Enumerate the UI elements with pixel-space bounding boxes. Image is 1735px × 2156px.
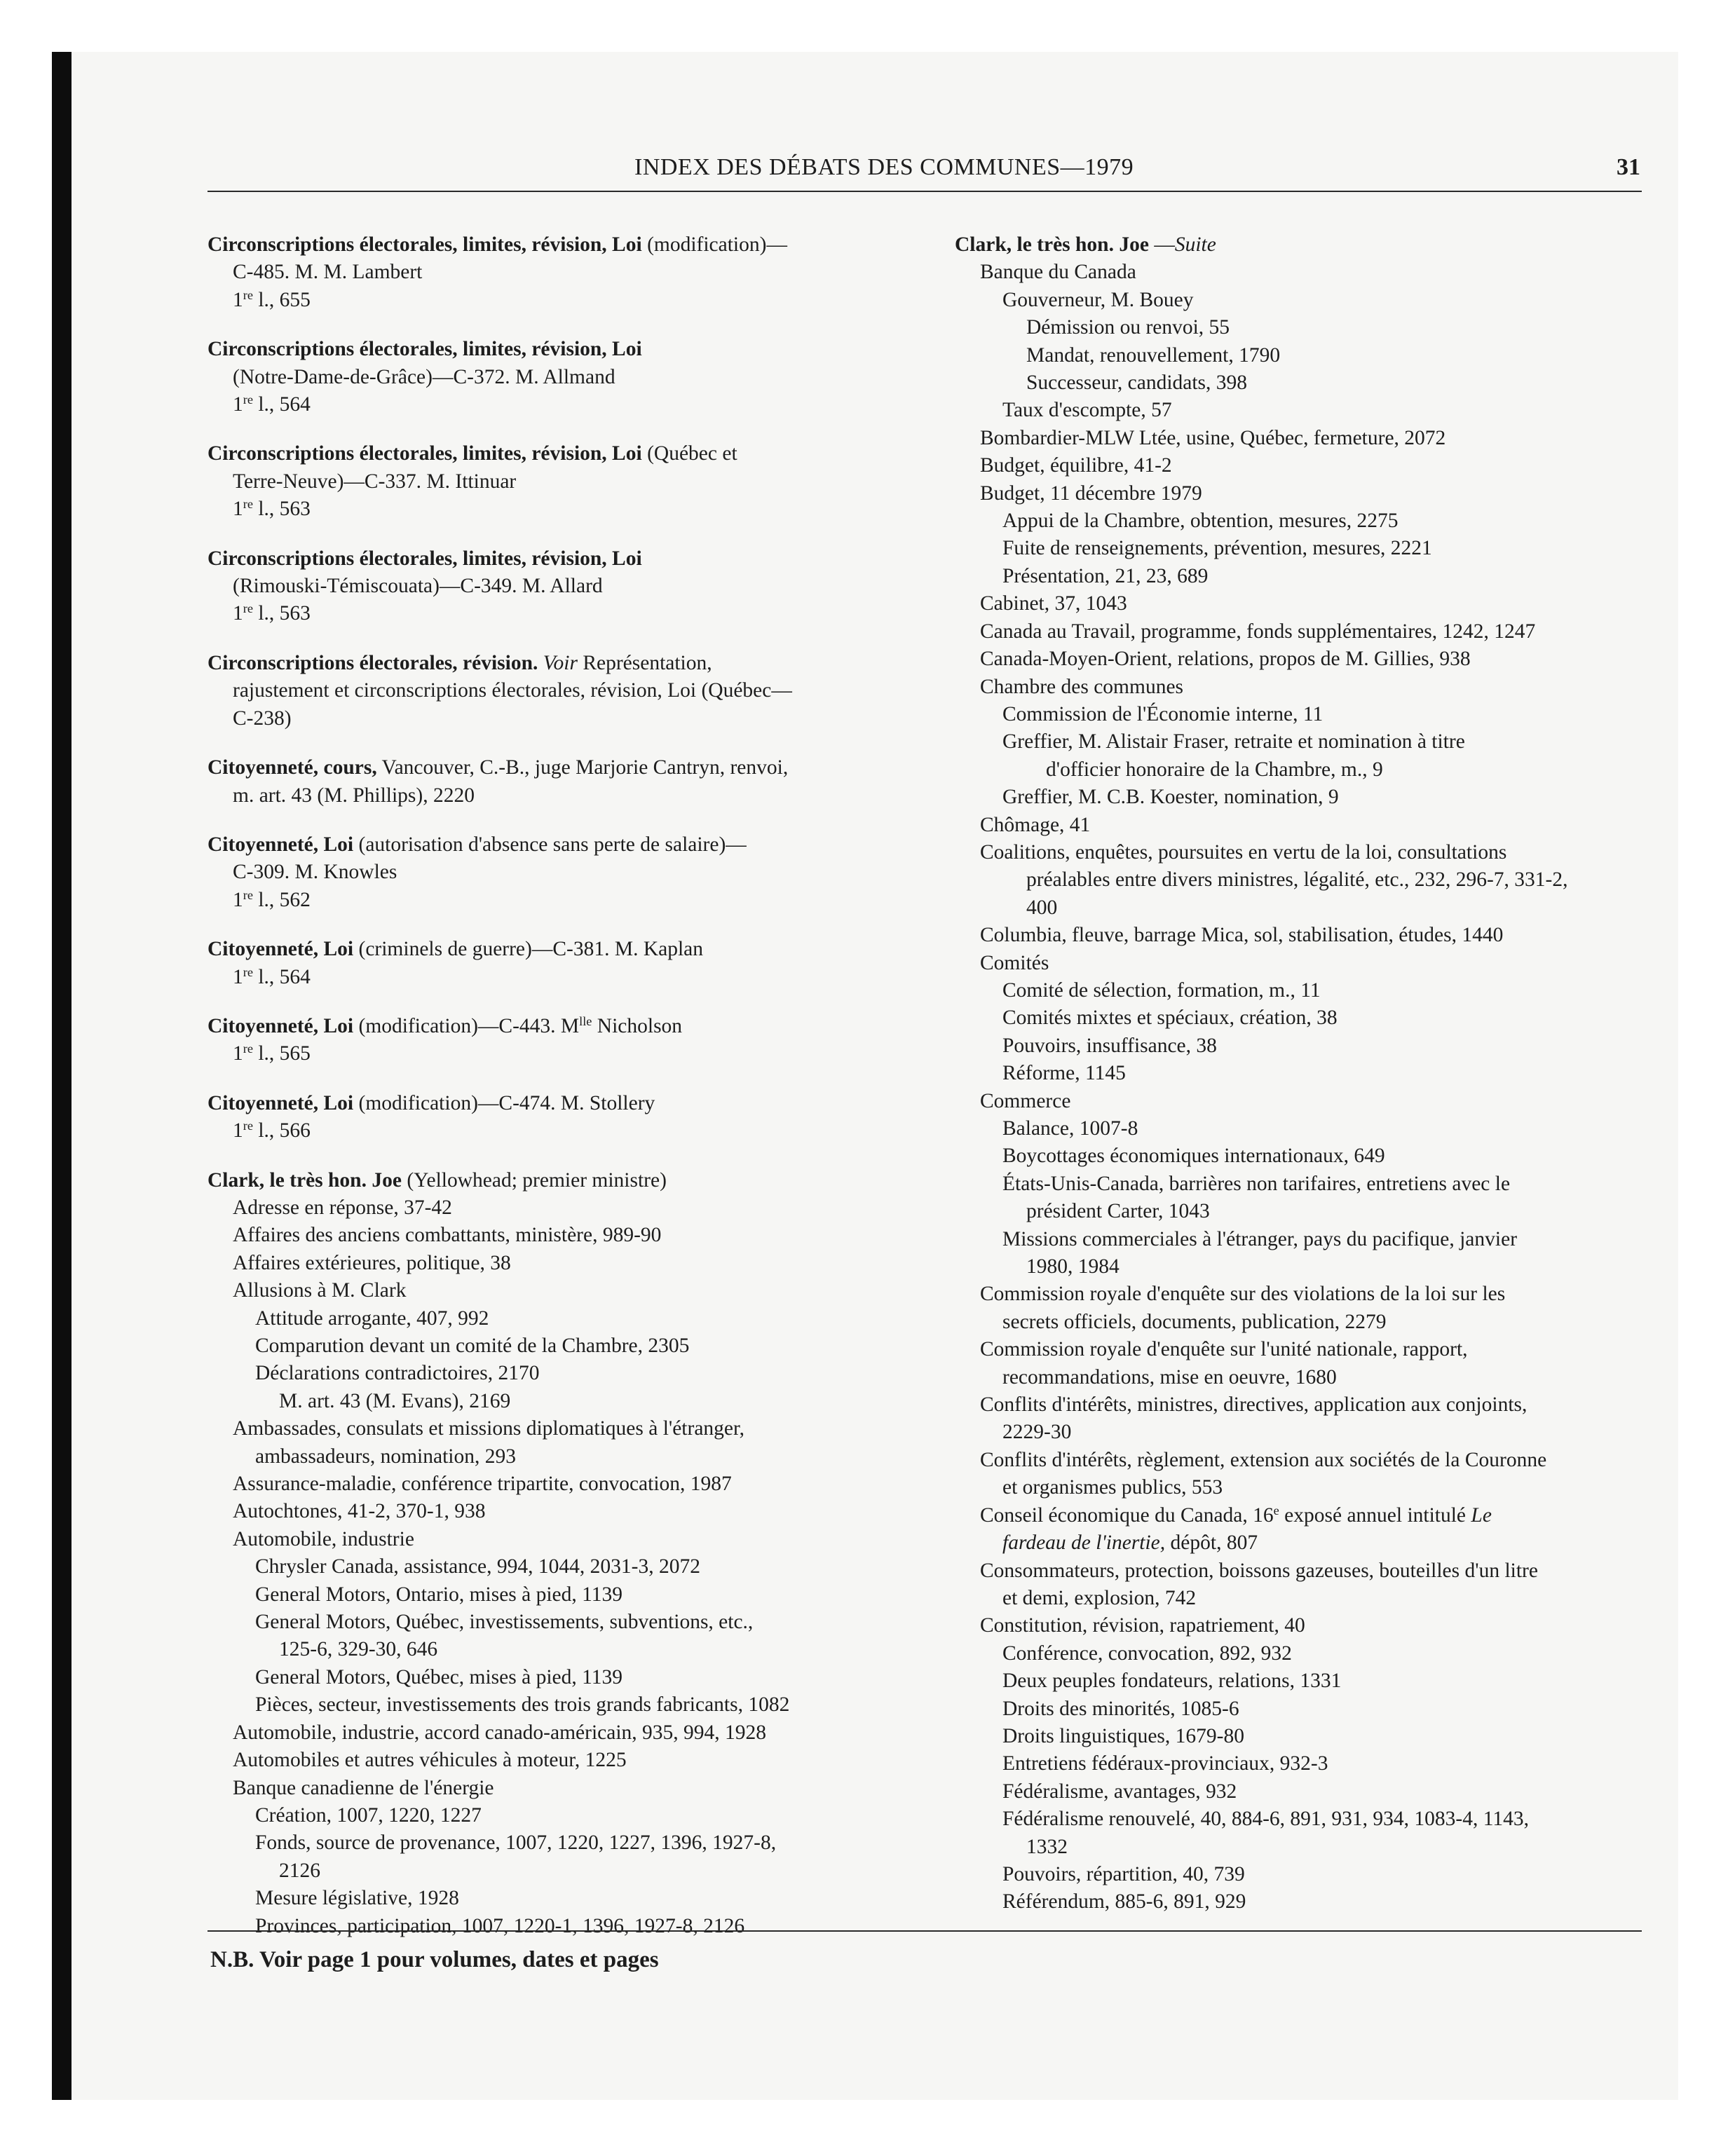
subentry: Cabinet, 37, 1043 xyxy=(980,592,1127,615)
subentry: Commerce xyxy=(980,1089,1071,1112)
subentry: Entretiens fédéraux-provinciaux, 932-3 xyxy=(1002,1752,1328,1775)
subentry: Automobiles et autres véhicules à moteur, 1225 xyxy=(233,1749,627,1772)
subentry: 1332 xyxy=(1026,1835,1068,1858)
subentry: et organismes publics, 553 xyxy=(1002,1476,1223,1499)
subentry: Pouvoirs, répartition, 40, 739 xyxy=(1002,1862,1245,1885)
subentry: M. art. 43 (M. Evans), 2169 xyxy=(279,1389,511,1412)
index-entry: Citoyenneté, cours, Vancouver, C.-B., juge Marjorie Cantryn, renvoi, xyxy=(207,756,789,779)
index-entry: Citoyenneté, Loi (modification)—C-443. $M^{lle}$ Nicholson xyxy=(207,1014,683,1037)
index-entry: Citoyenneté, Loi (criminels de guerre)—C-381. M. Kaplan xyxy=(207,938,704,961)
subentry: secrets officiels, documents, publication, 2279 xyxy=(1002,1310,1387,1333)
subentry: Conflits d'intérêts, règlement, extension aux sociétés de la Couronne xyxy=(980,1448,1547,1471)
subentry: Comités xyxy=(980,951,1049,974)
subentry: Automobile, industrie, accord canado-américain, 935, 994, 1928 xyxy=(233,1721,767,1744)
subentry: Attitude arrogante, 407, 992 xyxy=(255,1306,489,1330)
continued-heading: Clark, le très hon. Joe —Suite xyxy=(955,233,1216,256)
subentry: Chrysler Canada, assistance, 994, 1044, 2031-3, 2072 xyxy=(255,1555,700,1578)
subentry: Appui de la Chambre, obtention, mesures, 2275 xyxy=(1002,510,1399,533)
subentry: Consommateurs, protection, boissons gazeuses, bouteilles d'un litre xyxy=(980,1559,1538,1582)
subentry: Fonds, source de provenance, 1007, 1220, 1227, 1396, 1927-8, xyxy=(255,1831,777,1855)
subentry: Pouvoirs, insuffisance, 38 xyxy=(1002,1034,1217,1057)
subentry: Pièces, secteur, investissements des trois grands fabricants, 1082 xyxy=(255,1693,790,1717)
subentry: Affaires extérieures, politique, 38 xyxy=(233,1251,511,1274)
subentry: Commission de l'Économie interne, 11 xyxy=(1002,702,1324,725)
subentry: Columbia, fleuve, barrage Mica, sol, stabilisation, études, 1440 xyxy=(980,924,1504,947)
index-entry: Circonscriptions électorales, limites, révision, Loi (modification)— C-485. M. M. Lambert 1re l., 655 xyxy=(207,233,787,311)
subentry: Conseil économique du Canada, 16e exposé annuel intitulé Le xyxy=(980,1503,1492,1527)
index-column-right xyxy=(955,231,1645,1916)
binding-edge xyxy=(52,52,72,2100)
subentry: Affaires des anciens combattants, ministère, 989-90 xyxy=(233,1224,662,1247)
subentry: Droits des minorités, 1085-6 xyxy=(1002,1697,1239,1720)
subentry: 2229-30 xyxy=(1002,1421,1072,1444)
index-entry: Circonscriptions électorales, révision. Voir Représentation, xyxy=(207,651,712,674)
index-entry: Circonscriptions électorales, limites, révision, Loi (Québec et xyxy=(207,442,737,465)
subentry: 400 xyxy=(1026,896,1058,919)
subentry: Comités mixtes et spéciaux, création, 38 xyxy=(1002,1007,1338,1030)
subentry: Droits linguistiques, 1679-80 xyxy=(1002,1724,1244,1747)
page-number: 31 xyxy=(1617,154,1640,180)
subentry: Missions commerciales à l'étranger, pays du pacifique, janvier xyxy=(1002,1227,1518,1250)
subentry: Réforme, 1145 xyxy=(1002,1062,1126,1085)
subentry: Mandat, renouvellement, 1790 xyxy=(1026,343,1281,367)
index-entry: Circonscriptions électorales, limites, révision, Loi xyxy=(207,338,642,361)
subentry: Fédéralisme, avantages, 932 xyxy=(1002,1780,1237,1803)
subentry: Autochtones, 41-2, 370-1, 938 xyxy=(233,1500,486,1523)
subentry: et demi, explosion, 742 xyxy=(1002,1586,1197,1609)
subentry: Ambassades, consulats et missions diplomatiques à l'étranger, xyxy=(233,1417,745,1440)
subentry: General Motors, Ontario, mises à pied, 1139 xyxy=(255,1583,623,1606)
subentry: Chômage, 41 xyxy=(980,813,1091,836)
subentry: Deux peuples fondateurs, relations, 1331 xyxy=(1002,1670,1342,1693)
subentry: Déclarations contradictoires, 2170 xyxy=(255,1362,540,1385)
index-entry: Citoyenneté, Loi (modification)—C-474. M. Stollery xyxy=(207,1091,655,1114)
subentry: Assurance-maladie, conférence tripartite, convocation, 1987 xyxy=(233,1473,732,1496)
subentry: General Motors, Québec, investissements, subventions, etc., xyxy=(255,1611,754,1634)
index-entry: Citoyenneté, Loi (autorisation d'absence sans perte de salaire)— xyxy=(207,833,747,856)
subentry: Automobile, industrie xyxy=(233,1527,414,1550)
subentry: Comparution devant un comité de la Chambre, 2305 xyxy=(255,1335,690,1357)
subentry: Gouverneur, M. Bouey xyxy=(1002,288,1194,311)
subentry: Provinces, participation, 1007, 1220-1, 1396, 1927-8, 2126 xyxy=(255,1914,745,1937)
subentry: Adresse en réponse, 37-42 xyxy=(233,1196,452,1219)
subentry: General Motors, Québec, mises à pied, 1139 xyxy=(255,1665,623,1688)
header-title: INDEX DES DÉBATS DES COMMUNES—1979 xyxy=(634,154,1134,180)
subentry: Conflits d'intérêts, ministres, directives, application aux conjoints, xyxy=(980,1393,1528,1417)
subentry: préalables entre divers ministres, légalité, etc., 232, 296-7, 331-2, xyxy=(1026,868,1568,892)
subentry: Budget, 11 décembre 1979 xyxy=(980,482,1202,505)
subentry: Mesure législative, 1928 xyxy=(255,1887,459,1910)
subentry: recommandations, mise en oeuvre, 1680 xyxy=(1002,1365,1337,1389)
subentry: Allusions à M. Clark xyxy=(233,1279,407,1302)
subentry: président Carter, 1043 xyxy=(1026,1200,1210,1223)
subentry: Fédéralisme renouvelé, 40, 884-6, 891, 931, 934, 1083-4, 1143, xyxy=(1002,1808,1530,1831)
index-entry-clark: Clark, le très hon. Joe (Yellowhead; premier ministre) xyxy=(207,1168,667,1192)
subentry: Balance, 1007-8 xyxy=(1002,1117,1138,1140)
subentry: ambassadeurs, nomination, 293 xyxy=(255,1445,516,1468)
subentry: d'officier honoraire de la Chambre, m., 9 xyxy=(1046,758,1383,781)
subentry: Chambre des communes xyxy=(980,675,1184,698)
subentry: 1980, 1984 xyxy=(1026,1255,1120,1278)
subentry: Commission royale d'enquête sur l'unité nationale, rapport, xyxy=(980,1338,1468,1361)
running-header xyxy=(210,154,1640,196)
subentry: Fuite de renseignements, prévention, mesures, 2221 xyxy=(1002,537,1432,560)
subentry: Comité de sélection, formation, m., 11 xyxy=(1002,978,1321,1002)
subentry: Successeur, candidats, 398 xyxy=(1026,371,1248,395)
subentry: Constitution, révision, rapatriement, 40 xyxy=(980,1614,1305,1637)
subentry: fardeau de l'inertie, dépôt, 807 xyxy=(1002,1531,1258,1555)
index-entry: Circonscriptions électorales, limites, révision, Loi xyxy=(207,547,642,570)
subentry: Conférence, convocation, 892, 932 xyxy=(1002,1642,1292,1665)
subentry: Canada au Travail, programme, fonds supplémentaires, 1242, 1247 xyxy=(980,620,1536,643)
subentry: Banque canadienne de l'énergie xyxy=(233,1776,494,1799)
index-column-left: Circonscriptions électorales, limites, révision, Loi (modification)— C-485. M. M. Lambert 1re l., 655 Circonscriptions électorales, limites, révision, Loi (Notre-Dame-de-Grâce)—C-372. M. Allmand 1re l., 564 Circonscriptions électorales, limites, révision, Loi (Québec et Terre-Neuve)—C-337. M. Ittinuar 1re l., 563 Circonscriptions électorales, limites, révision, Loi (Rimouski-Témiscouata)—C-349. M. Allard 1re l., 563 Circonscriptions électorales, révision. Voir Représentation, rajustement et circonscriptions électorales, révision, Loi (Québec— C-238) Citoyenneté, cours, Vancouver, C.-B., juge Marjorie Cantryn, renvoi, m. art. 43 (M. Phillips), 2220 Citoyenneté, Loi (autorisation d'absence sans perte de salaire)— C-309. M. Knowles 1re l., 562 Citoyenneté, Loi (criminels de guerre)—C-381. M. Kaplan 1re l., 564 Citoyenneté, Loi (modification)—C-443. $M^{lle}$ Nicholson 1re l., 565 Citoyenneté, Loi (modification)—C-474. M. Stollery 1re l., 566 Clark, le très hon. Joe (Yellowhead; premier ministre) Adresse en réponse, 37-42 Affaires des anciens combattants, ministère, 989-90 Affaires extérieures, politique, 38 Allusions à M. Clark Attitude arrogante, 407, 992 Comparution devant un comité de la Chambre, 2305 Déclarations contradictoires, 2170 M. art. 43 (M. Evans), 2169 Ambassades, consulats et missions diplomatiques à l'étranger, ambassadeurs, nomination, 293 Assurance-maladie, conférence tripartite, convocation, 1987 Autochtones, 41-2, 370-1, 938 Automobile, industrie Chrysler Canada, assistance, 994, 1044, 2031-3, 2072 General Motors, Ontario, mises à pied, 1139 General Motors, Québec, investissements, subventions, etc., 125-6, 329-30, 646 General Motors, Québec, mises à pied, 1139 Pièces, secteur, investissements des trois grands fabricants, 1082 Automobile, industrie, accord canado-américain, 935, 994, 1928 Automobiles et autres véhicules à moteur, 1225 Banque canadienne de l'énergie Création, 1007, 1220, 1227 Fonds, source de provenance, 1007, 1220, 1227, 1396, 1927-8, 2126 Mesure législative, 1928 Provinces, participation, 1007, 1220-1, 1396, 1927-8, 2126 xyxy=(207,231,923,1940)
subentry: Taux d'escompte, 57 xyxy=(1002,399,1172,422)
subentry: Coalitions, enquêtes, poursuites en vertu de la loi, consultations xyxy=(980,840,1507,864)
header-rule xyxy=(207,191,1642,192)
subentry: Greffier, M. C.B. Koester, nomination, 9 xyxy=(1002,786,1339,809)
subentry: États-Unis-Canada, barrières non tarifaires, entretiens avec le xyxy=(1002,1172,1511,1195)
subentry: Bombardier-MLW Ltée, usine, Québec, fermeture, 2072 xyxy=(980,426,1446,449)
subentry: Référendum, 885-6, 891, 929 xyxy=(1002,1890,1246,1913)
footer-note: N.B. Voir page 1 pour volumes, dates et pages xyxy=(210,1947,659,1972)
subentry: 2126 xyxy=(279,1859,320,1882)
subentry: Banque du Canada xyxy=(980,261,1136,284)
subentry: Création, 1007, 1220, 1227 xyxy=(255,1803,482,1827)
subentry: Greffier, M. Alistair Fraser, retraite et nomination à titre xyxy=(1002,730,1465,753)
subentry: Boycottages économiques internationaux, 649 xyxy=(1002,1145,1385,1168)
subentry: Présentation, 21, 23, 689 xyxy=(1002,564,1209,587)
footer-rule xyxy=(207,1930,1642,1932)
subentry: Commission royale d'enquête sur des violations de la loi sur les xyxy=(980,1283,1506,1306)
subentry: Canada-Moyen-Orient, relations, propos de M. Gillies, 938 xyxy=(980,648,1471,671)
subentry: Démission ou renvoi, 55 xyxy=(1026,316,1230,339)
subentry: Budget, équilibre, 41-2 xyxy=(980,454,1172,477)
subentry: 125-6, 329-30, 646 xyxy=(279,1638,438,1661)
